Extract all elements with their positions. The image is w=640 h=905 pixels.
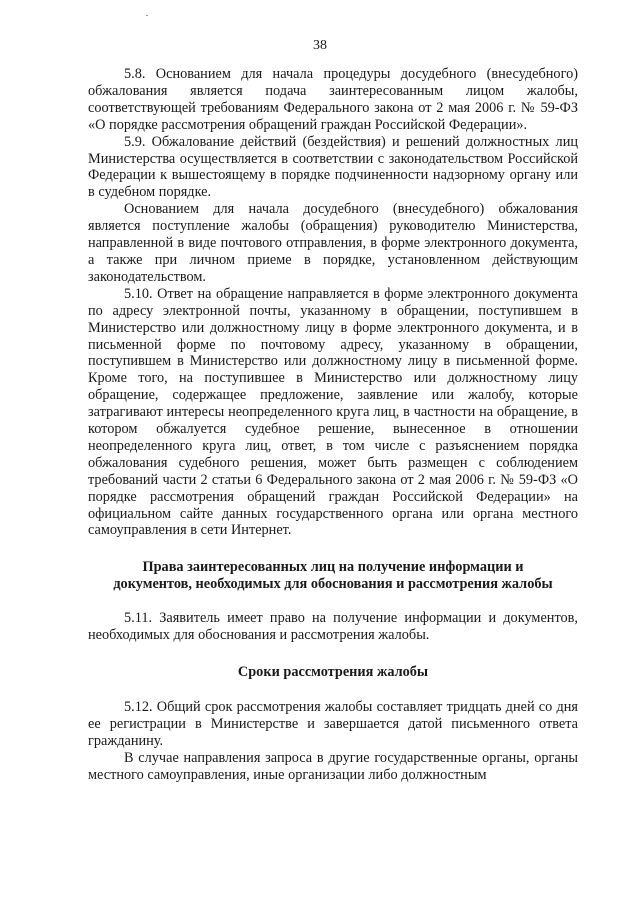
paragraph-5-9: 5.9. Обжалование действий (бездействия) и решений должностных лиц Министерства осуществляется в соответствии с законодательством Российской Федерации к вышестоящему в порядке подчиненности надзорному органу или в судебном порядке. xyxy=(88,133,578,201)
paragraph-5-8: 5.8. Основанием для начала процедуры досудебного (внесудебного) обжалования является подача заинтересованным лицом жалобы, соответствующей требованиям Федерального закона от 2 мая 2006 г. № 59-ФЗ «О порядке рассмотрения обращений граждан Российской Федерации». xyxy=(88,66,578,133)
paragraph-5-11: 5.11. Заявитель имеет право на получение информации и документов, необходимых для обоснования и рассмотрения жалобы. xyxy=(88,610,578,644)
page-number: 38 xyxy=(313,38,327,53)
paragraph-5-12: 5.12. Общий срок рассмотрения жалобы составляет тридцать дней со дня ее регистрации в Министерстве и завершается датой письменного ответа гражданину. xyxy=(88,699,578,749)
section-heading-rights xyxy=(88,559,578,593)
paragraph-5-10: 5.10. Ответ на обращение направляется в форме электронного документа по адресу электронной почты, указанному в обращении, поступившем в Министерство или должностному лицу в форме электронного документа, и в письменной форме по почтовому адресу, указанному в обращении, поступившем в Министерство или должностному лицу в письменной форме. Кроме того, на поступившее в Министерство или должностному лицу обращение, содержащее предложение, заявление или жалобу, которые затрагивают интересы неопределенного круга лиц, в частности на обращение, в котором обжалуется судебное решение, вынесенное в отношении неопределенного круга лиц, ответ, в том числе с разъяснением порядка обжалования судебного решения, может быть размещен с соблюдением требований части 2 статьи 6 Федерального закона от 2 мая 2006 г. № 59-ФЗ «О порядке рассмотрения обращений граждан Российской Федерации» на официальном сайте данных государственного органа или органа местного самоуправления в сети Интернет. xyxy=(88,285,578,539)
section-heading-terms: Сроки рассмотрения жалобы xyxy=(237,664,429,681)
paragraph-5-12-request: В случае направления запроса в другие государственные органы, органы местного самоуправления, иные организации либо должностным xyxy=(88,749,578,783)
section-heading-rights-line-1: Права заинтересованных лиц на получение информации и xyxy=(142,559,524,576)
section-heading-rights-line-2: документов, необходимых для обоснования и рассмотрения жалобы xyxy=(113,576,553,593)
scan-speck xyxy=(146,15,148,16)
paragraph-5-9-basis: Основанием для начала досудебного (внесудебного) обжалования является поступление жалобы (обращения) руководителю Министерства, направленной в виде почтового отправления, в форме электронного документа, а также при личном приеме в порядке, установленном действующим законодательством. xyxy=(88,201,578,285)
document-body xyxy=(88,66,578,784)
